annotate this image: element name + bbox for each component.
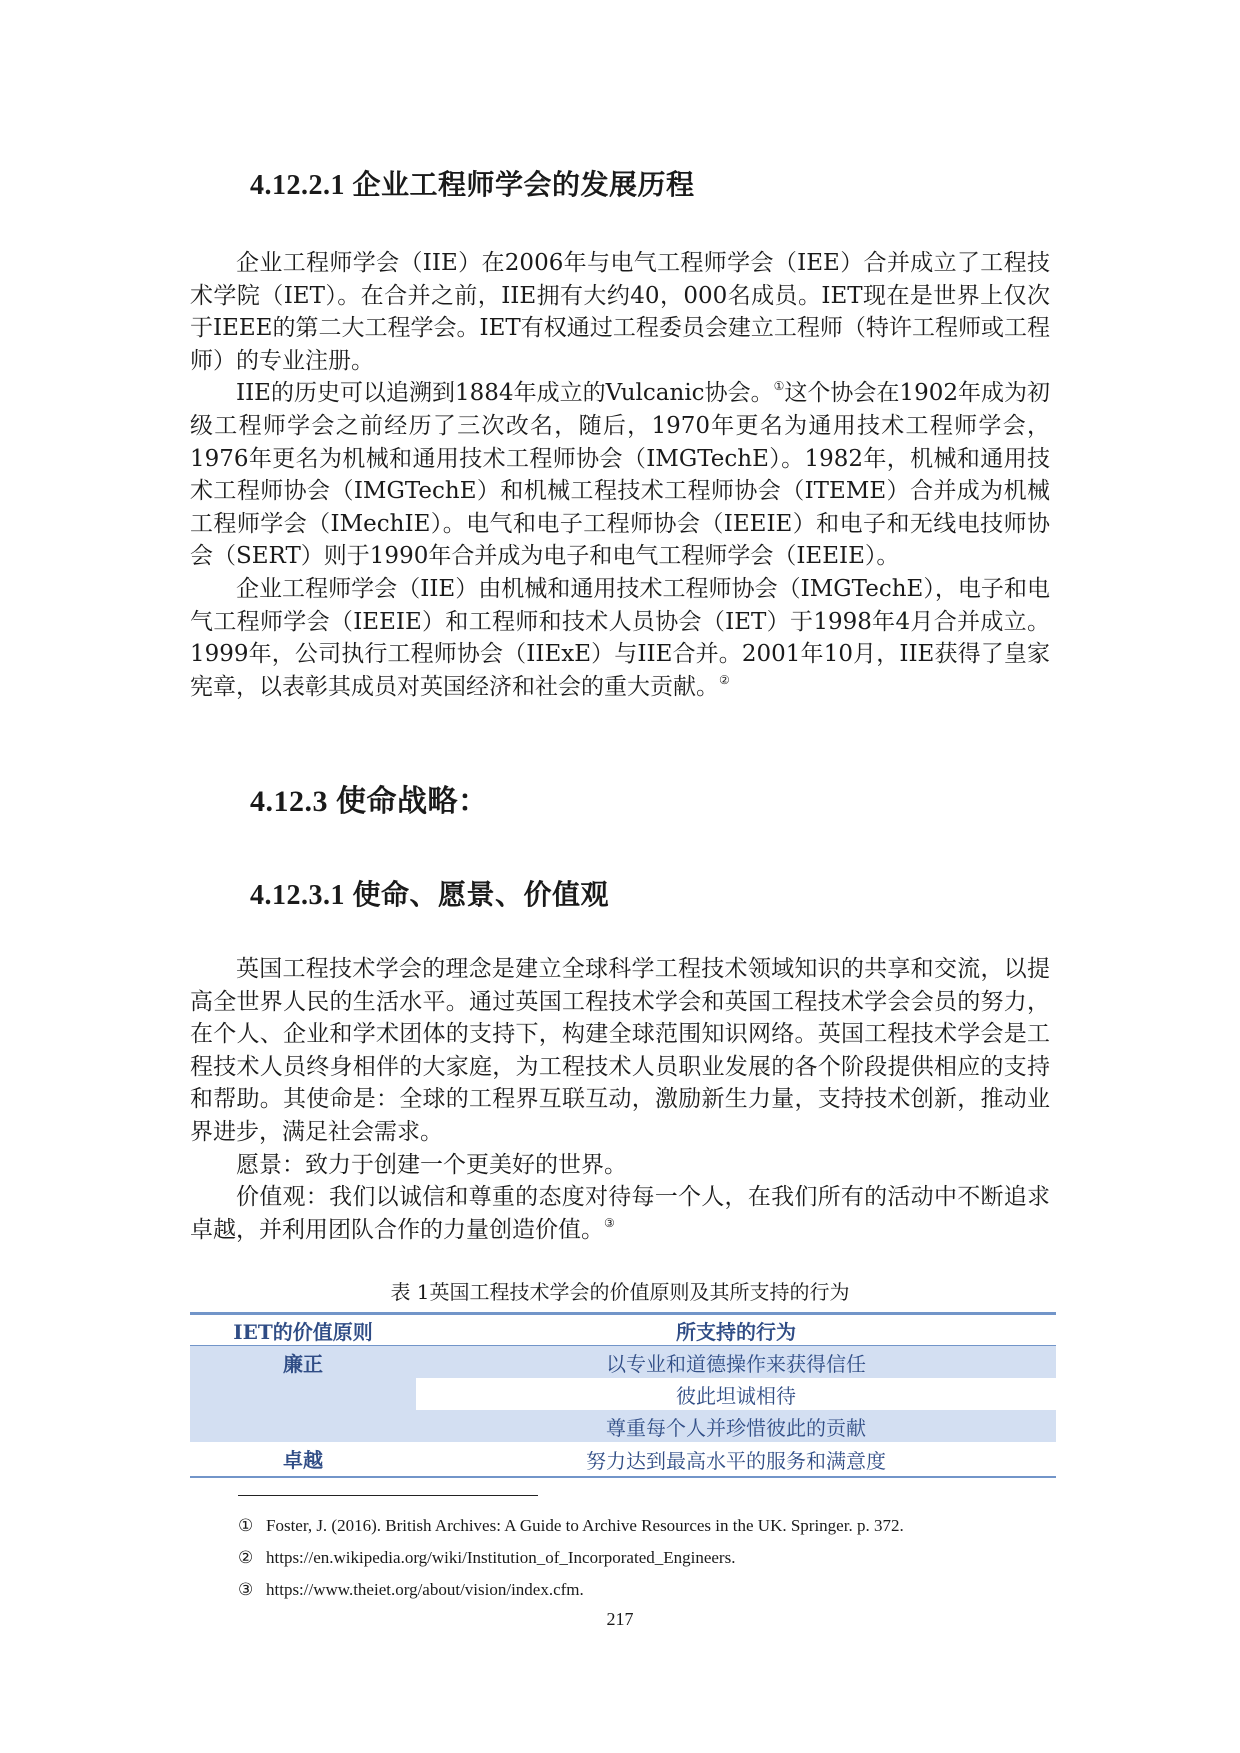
footnote-3 [238,1579,584,1601]
paragraph-text: 愿景：致力于创建一个更美好的世界。 [236,1151,627,1178]
footnote-ref-3[interactable]: ③ [604,1215,615,1230]
values-table [190,1312,1056,1478]
footnote-ref-2[interactable]: ② [719,672,730,687]
principle-cell: 廉正 [190,1346,416,1443]
footnote-mark: ② [238,1548,254,1567]
column-header-behaviour: 所支持的行为 [416,1314,1056,1346]
paragraph-text-continued: 这个协会在1902年成为初级工程师学会之前经历了三次改名，随后，1970年更名为通用技术工程师学会，1976年更名为机械和通用技术工程师协会（IMGTechE）。1982年，机械和通用技术工程师协会（IMGTechE）和机械工程技术工程师协会（ITEME）合并成为机械工程师学会（IMechIE）。电气和电子工程师协会（IEEIE）和电子和无线电技师协会（SERT）则于1990年合并成为电子和电气工程师学会（IEEIE）。 [190,380,1050,570]
footnote-link[interactable]: https://en.wikipedia.org/wiki/Institution_of_Incorporated_Engineers. [266,1548,736,1567]
table-row [190,1346,1056,1379]
footnote-1 [238,1515,904,1537]
table-header-row [190,1314,1056,1346]
table-row [190,1442,1056,1477]
values-paragraph [190,1181,1050,1246]
section-heading-4-12-2-1: 4.12.2.1 企业工程师学会的发展历程 [250,170,695,201]
history-paragraph-1 [190,247,1050,377]
vision-paragraph [190,1149,1050,1182]
mission-paragraph [190,953,1050,1149]
history-text [190,247,1050,703]
principle-cell: 卓越 [190,1442,416,1477]
footnote-2 [238,1547,735,1569]
footnote-divider [238,1495,538,1496]
paragraph-text: 企业工程师学会（IIE）在2006年与电气工程师学会（IEE）合并成立了工程技术学院（IET）。在合并之前，IIE拥有大约40，000名成员。IET现在是世界上仅次于IEEE的第二大工程学会。IET有权通过工程委员会建立工程师（特许工程师或工程师）的专业注册。 [190,250,1050,374]
mission-text [190,953,1050,1246]
footnote-mark: ③ [238,1580,254,1599]
history-paragraph-3 [190,573,1050,703]
column-header-principle: IET的价值原则 [190,1314,416,1346]
history-paragraph-2 [190,377,1050,573]
footnote-ref-1[interactable]: ① [773,379,785,394]
section-heading-4-12-3: 4.12.3 使命战略： [250,785,489,818]
footnote-link[interactable]: https://www.theiet.org/about/vision/index.cfm. [266,1580,584,1599]
paragraph-text: 英国工程技术学会的理念是建立全球科学工程技术领域知识的共享和交流，以提高全世界人民的生活水平。通过英国工程技术学会和英国工程技术学会会员的努力，在个人、企业和学术团体的支持下，构建全球范围知识网络。英国工程技术学会是工程技术人员终身相伴的大家庭，为工程技术人员职业发展的各个阶段提供相应的支持和帮助。其使命是：全球的工程界互联互动，激励新生力量，支持技术创新，推动业界进步，满足社会需求。 [190,956,1050,1145]
footnote-mark: ① [238,1516,254,1535]
section-heading-4-12-3-1: 4.12.3.1 使命、愿景、价值观 [250,880,610,911]
footnote-text: Foster, J. (2016). British Archives: A Guide to Archive Resources in the UK. Springer. p. 372. [266,1516,904,1535]
behaviour-cell: 尊重每个人并珍惜彼此的贡献 [416,1410,1056,1442]
paragraph-text: 企业工程师学会（IIE）由机械和通用技术工程师协会（IMGTechE），电子和电气工程师学会（IEEIE）和工程师和技术人员协会（IET）于1998年4月合并成立。1999年，公司执行工程师协会（IIExE）与IIE合并。2001年10月，IIE获得了皇家宪章，以表彰其成员对英国经济和社会的重大贡献。 [190,575,1050,700]
page-number: 217 [606,1609,634,1629]
behaviour-cell: 彼此坦诚相待 [676,1383,796,1408]
table-caption: 表 1英国工程技术学会的价值原则及其所支持的行为 [390,1280,850,1304]
paragraph-text: 价值观：我们以诚信和尊重的态度对待每一个人，在我们所有的活动中不断追求卓越，并利用团队合作的力量创造价值。 [190,1184,1050,1243]
paragraph-text: IIE的历史可以追溯到1884年成立的Vulcanic协会。 [236,380,774,407]
behaviour-cell: 以专业和道德操作来获得信任 [416,1346,1056,1379]
behaviour-cell: 努力达到最高水平的服务和满意度 [416,1442,1056,1477]
